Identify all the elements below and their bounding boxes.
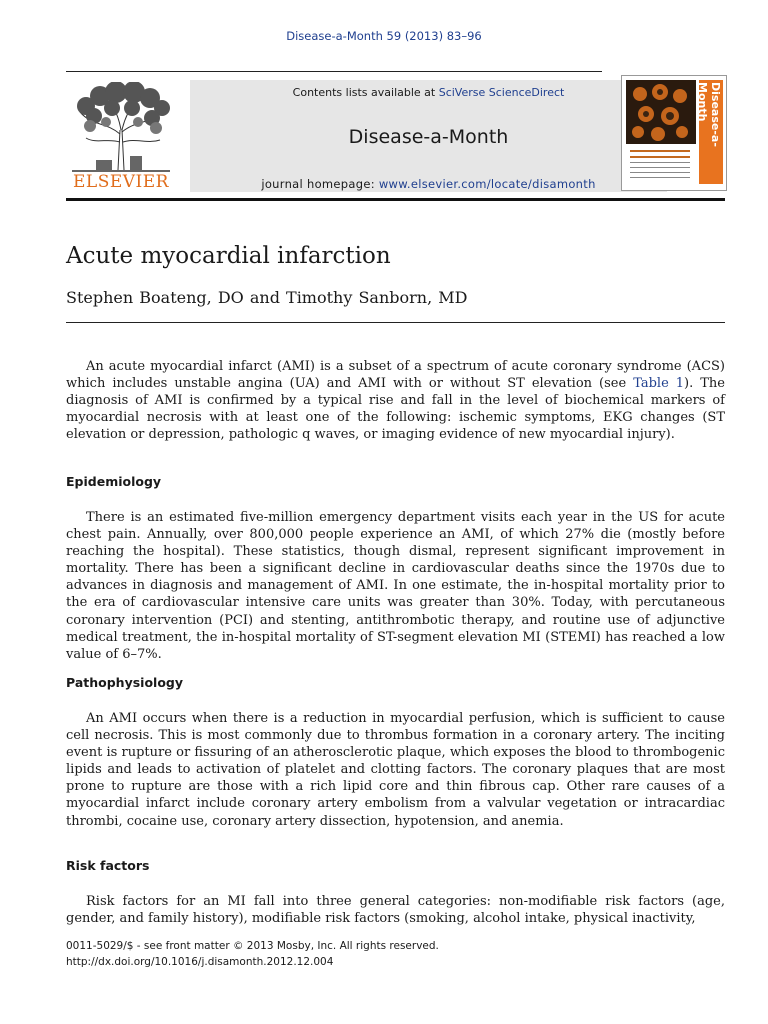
journal-masthead xyxy=(66,74,602,194)
masthead-divider xyxy=(66,198,725,201)
sciencedirect-link[interactable]: SciVerse ScienceDirect xyxy=(438,86,565,99)
section-heading-epidemiology: Epidemiology xyxy=(66,474,162,489)
section-text-risk-factors: Risk factors for an MI fall into three general categories: non-modifiable risk factors (age, gender, and family history), modifiable risk factors (smoking, alcohol intake, physical inactivity, xyxy=(66,894,725,927)
section-text-pathophysiology: An AMI occurs when there is a reduction in myocardial perfusion, which is sufficient to cause cell necrosis. This is most commonly due to thrombus formation in a coronary artery. The inciting event is rupture or fissuring of an atherosclerotic plaque, which exposes the blood to thrombogenic lipids and leads to activation of platelet and clotting factors. The coronary plaques that are most prone to rupture are those with a rich lipid core and thin fibrous cap. Other rare causes of a myocardial infarct include coronary artery embolism from a valvular vegetation or intracardiac thrombi, cocaine use, coronary artery dissection, hypotension, and anemia. xyxy=(66,711,725,829)
article-title: Acute myocardial infarction xyxy=(66,243,391,269)
section-heading-pathophysiology: Pathophysiology xyxy=(66,675,183,690)
masthead-info-box xyxy=(190,80,667,192)
authors-divider xyxy=(66,322,725,323)
cover-spine-title: Disease-a-Month xyxy=(696,82,722,147)
intro-text-end: ). The diagnosis of AMI is confirmed by a typical rise and fall in the level of biochemical markers of myocardial necrosis with at least one of the following: ischemic symptoms, EKG changes (ST elevation or depression, pathologic q waves, or imaging evidence of new myocardial injury). xyxy=(66,376,725,443)
journal-citation[interactable]: Disease-a-Month 59 (2013) 83–96 xyxy=(286,29,482,43)
copyright-notice: 0011-5029/$ - see front matter © 2013 Mosby, Inc. All rights reserved. xyxy=(66,940,439,952)
contents-prefix: Contents lists available at xyxy=(292,86,439,99)
page-footer xyxy=(66,938,439,970)
cover-text-lines xyxy=(630,150,690,182)
journal-title: Disease-a-Month xyxy=(348,126,509,148)
table-1-link[interactable]: Table 1 xyxy=(633,376,685,392)
journal-homepage xyxy=(190,177,667,191)
homepage-link[interactable]: www.elsevier.com/locate/disamonth xyxy=(378,177,596,191)
intro-text-start: An acute myocardial infarct (AMI) is a subset of a spectrum of acute coronary syndrome (ACS) which includes unstable angina (UA) and AMI with or without ST elevation (see xyxy=(66,359,725,392)
doi-link[interactable]: http://dx.doi.org/10.1016/j.disamonth.2012.12.004 xyxy=(66,956,334,968)
article-authors: Stephen Boateng, DO and Timothy Sanborn, MD xyxy=(66,288,468,307)
journal-cover-thumbnail xyxy=(621,75,727,191)
elsevier-wordmark: ELSEVIER xyxy=(73,172,169,192)
section-text-epidemiology: There is an estimated five-million emergency department visits each year in the US for acute chest pain. Annually, over 800,000 people experience an AMI, of which 27% die (mostly before reaching the hospital). These statistics, though dismal, represent significant improvement in mortality. There has been a significant decline in cardiovascular deaths since the 1970s due to advances in diagnosis and management of AMI. In one estimate, the in-hospital mortality prior to the era of cardiovascular intensive care units was greater than 30%. Today, with percutaneous coronary intervention (PCI) and stenting, antithrombotic therapy, and routine use of adjunctive medical treatment, the in-hospital mortality of ST-segment elevation MI (STEMI) has reached a low value of 6–7%. xyxy=(66,510,725,662)
homepage-prefix: journal homepage: xyxy=(261,177,379,191)
section-heading-risk-factors: Risk factors xyxy=(66,858,150,873)
cover-image xyxy=(626,80,696,144)
header-rule xyxy=(66,71,602,72)
intro-paragraph xyxy=(66,358,725,443)
contents-availability xyxy=(190,86,667,99)
